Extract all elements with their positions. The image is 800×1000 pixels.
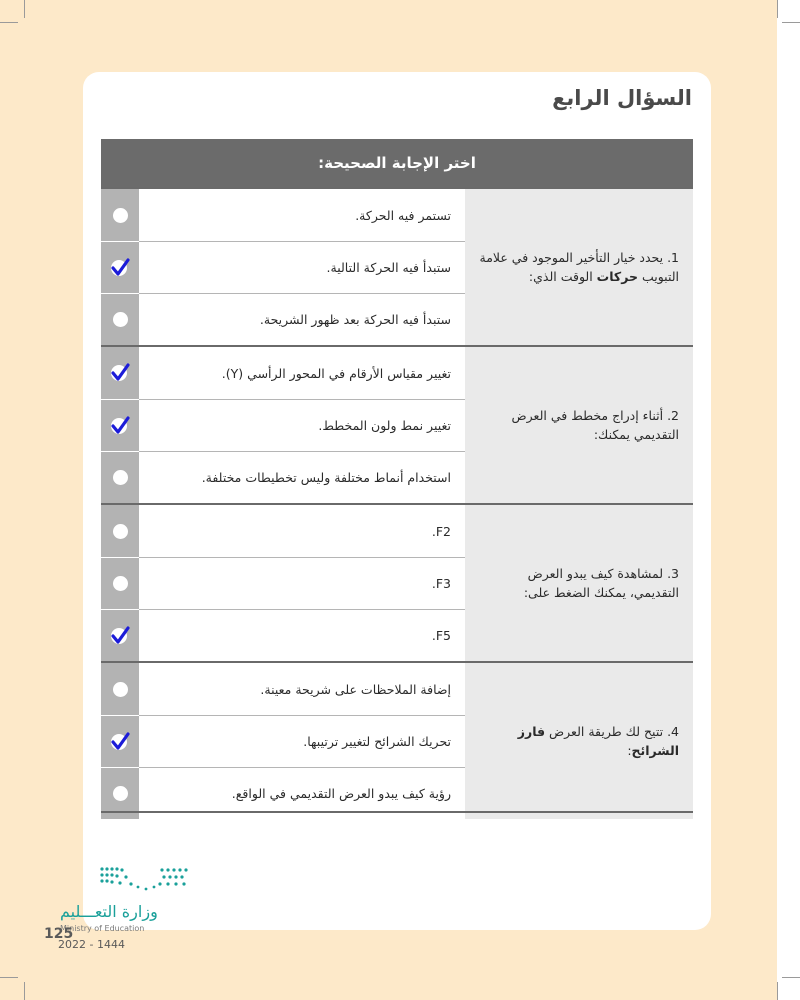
answer-mark-cell[interactable] bbox=[101, 609, 139, 661]
ministry-name-arabic: وزارة التعـــليم bbox=[60, 902, 158, 921]
answer-option-text: إضافة الملاحظات على شريحة معينة. bbox=[260, 681, 451, 697]
empty-circle-icon[interactable] bbox=[113, 682, 128, 697]
answer-mark-cell[interactable] bbox=[101, 399, 139, 451]
answer-option bbox=[139, 503, 465, 557]
answer-option-text: ستبدأ فيه الحركة بعد ظهور الشريحة. bbox=[259, 312, 451, 327]
answer-option bbox=[139, 557, 465, 609]
answer-mark-cell[interactable] bbox=[101, 293, 139, 345]
answer-option bbox=[139, 661, 465, 715]
question-number: 2. bbox=[667, 408, 679, 423]
question-text-part: يحدد خيار التأخير الموجود في علامة التبويب bbox=[479, 250, 679, 284]
answer-mark-cell[interactable] bbox=[101, 241, 139, 293]
answer-option bbox=[139, 399, 465, 451]
page-margin bbox=[777, 0, 800, 1000]
question-text bbox=[465, 345, 693, 503]
answer-option-text: تغيير نمط ولون المخطط. bbox=[318, 418, 451, 433]
crop-mark bbox=[777, 0, 778, 18]
checkmark-icon[interactable] bbox=[109, 415, 131, 437]
answer-option-text: تستمر فيه الحركة. bbox=[355, 207, 451, 223]
question-body bbox=[479, 722, 679, 760]
answer-option-text: تغيير مقياس الأرقام في المحور الرأسي (Y). bbox=[221, 365, 451, 381]
question-body bbox=[479, 248, 679, 286]
question-body bbox=[479, 564, 679, 602]
answer-mark-cell[interactable] bbox=[101, 557, 139, 609]
question-text bbox=[465, 187, 693, 345]
answer-mark-cell[interactable] bbox=[101, 715, 139, 767]
answer-option bbox=[139, 451, 465, 503]
answer-option bbox=[139, 293, 465, 345]
crop-mark bbox=[782, 22, 800, 23]
answer-option bbox=[139, 345, 465, 399]
answer-mark-cell[interactable] bbox=[101, 503, 139, 557]
crop-mark bbox=[0, 977, 18, 978]
answer-option-text: F5. bbox=[431, 628, 451, 643]
empty-circle-icon[interactable] bbox=[113, 470, 128, 485]
empty-circle-icon[interactable] bbox=[113, 312, 128, 327]
question-text-part: لمشاهدة كيف يبدو العرض التقديمي، يمكنك الضغط على: bbox=[523, 566, 679, 600]
answer-option-text: F2. bbox=[431, 523, 451, 539]
answer-option-text: رؤية كيف يبدو العرض التقديمي في الواقع. bbox=[231, 786, 451, 801]
question-number: 4. bbox=[667, 724, 679, 739]
answer-option-text: F3. bbox=[431, 576, 451, 591]
answer-option bbox=[139, 187, 465, 241]
question-number: 1. bbox=[667, 250, 679, 265]
answer-option-text: ستبدأ فيه الحركة التالية. bbox=[326, 260, 451, 275]
page-number: 125 bbox=[44, 926, 74, 942]
crop-mark bbox=[24, 982, 25, 1000]
empty-circle-icon[interactable] bbox=[113, 576, 128, 591]
page-title: السؤال الرابع bbox=[552, 86, 692, 110]
answer-option bbox=[139, 715, 465, 767]
crop-mark bbox=[782, 977, 800, 978]
answer-option bbox=[139, 241, 465, 293]
question-text-part: الوقت الذي: bbox=[528, 269, 597, 284]
question-text-part: : bbox=[627, 743, 632, 758]
answer-option-text: تحريك الشرائح لتغيير ترتيبها. bbox=[303, 734, 451, 749]
question-number: 3. bbox=[667, 566, 679, 581]
question-text bbox=[465, 661, 693, 819]
checkmark-icon[interactable] bbox=[109, 362, 131, 384]
question-text bbox=[465, 503, 693, 661]
vision-logo-icon bbox=[96, 865, 192, 897]
question-text-part: أثناء إدراج مخطط في العرض التقديمي يمكنك: bbox=[511, 408, 679, 442]
answer-mark-cell[interactable] bbox=[101, 451, 139, 503]
crop-mark bbox=[0, 22, 18, 23]
quiz-table bbox=[101, 139, 693, 813]
empty-circle-icon[interactable] bbox=[113, 524, 128, 539]
empty-circle-icon[interactable] bbox=[113, 786, 128, 801]
answer-mark-cell[interactable] bbox=[101, 345, 139, 399]
empty-circle-icon[interactable] bbox=[113, 208, 128, 223]
answer-mark-cell[interactable] bbox=[101, 187, 139, 241]
question-text-bold: فارز الشرائح bbox=[517, 724, 679, 758]
table-bottom-border bbox=[101, 811, 693, 813]
checkmark-icon[interactable] bbox=[109, 731, 131, 753]
table-header: اختر الإجابة الصحيحة: bbox=[101, 139, 693, 187]
crop-mark bbox=[777, 982, 778, 1000]
edition-year: 2022 - 1444 bbox=[58, 938, 125, 951]
question-text-bold: حركات bbox=[596, 269, 638, 284]
answer-option bbox=[139, 609, 465, 661]
answer-option-text: استخدام أنماط مختلفة وليس تخطيطات مختلفة. bbox=[201, 470, 451, 485]
question-body bbox=[479, 406, 679, 444]
question-text-part: تتيح لك طريقة العرض bbox=[545, 724, 664, 739]
crop-mark bbox=[24, 0, 25, 18]
ministry-name-english: Ministry of Education bbox=[60, 924, 145, 933]
checkmark-icon[interactable] bbox=[109, 625, 131, 647]
checkmark-icon[interactable] bbox=[109, 257, 131, 279]
answer-mark-cell[interactable] bbox=[101, 661, 139, 715]
